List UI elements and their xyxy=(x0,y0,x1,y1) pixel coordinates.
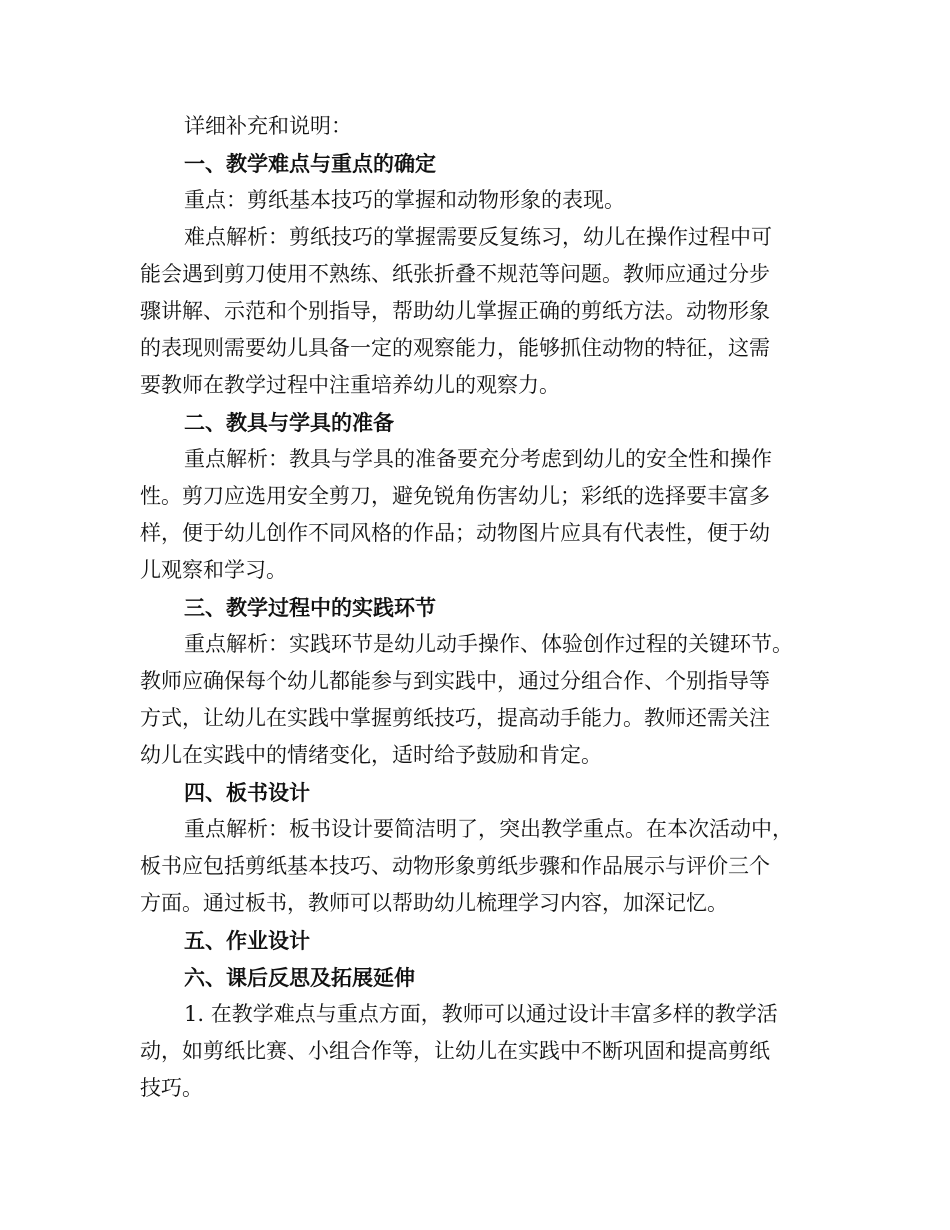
intro-text: 详细补充和说明： xyxy=(184,114,352,138)
section-heading: 六、课后反思及拓展延伸 xyxy=(184,965,415,990)
section-heading: 二、教具与学具的准备 xyxy=(184,410,394,435)
paragraph-line: 重点解析：板书设计要简洁明了，突出教学重点。在本次活动中， xyxy=(184,817,793,841)
paragraph-line: 的表现则需要幼儿具备一定的观察能力，能够抓住动物的特征，这需 xyxy=(140,336,770,360)
paragraph-line: 难点解析：剪纸技巧的掌握需要反复练习，幼儿在操作过程中可 xyxy=(184,225,772,249)
paragraph-line: 动，如剪纸比赛、小组合作等，让幼儿在实践中不断巩固和提高剪纸 xyxy=(140,1039,770,1063)
paragraph-line: 方面。通过板书，教师可以帮助幼儿梳理学习内容，加深记忆。 xyxy=(140,891,728,915)
key-point-text: 重点：剪纸基本技巧的掌握和动物形象的表现。 xyxy=(184,188,625,212)
paragraph-line: 方式，让幼儿在实践中掌握剪纸技巧，提高动手能力。教师还需关注 xyxy=(140,706,770,730)
document-page xyxy=(140,108,810,1107)
paragraph-line: 重点解析：教具与学具的准备要充分考虑到幼儿的安全性和操作 xyxy=(184,447,772,471)
paragraph-line: 要教师在教学过程中注重培养幼儿的观察力。 xyxy=(140,373,560,397)
paragraph-line: 板书应包括剪纸基本技巧、动物形象剪纸步骤和作品展示与评价三个 xyxy=(140,854,770,878)
section-heading: 三、教学过程中的实践环节 xyxy=(184,595,436,620)
paragraph-line: 能会遇到剪刀使用不熟练、纸张折叠不规范等问题。教师应通过分步 xyxy=(140,262,770,286)
paragraph-line: 儿观察和学习。 xyxy=(140,558,287,582)
section-heading: 五、作业设计 xyxy=(184,928,310,953)
paragraph-line: 技巧。 xyxy=(140,1076,203,1100)
paragraph-line: 教师应确保每个幼儿都能参与到实践中，通过分组合作、个别指导等 xyxy=(140,669,770,693)
paragraph-line: 1. 在教学难点与重点方面，教师可以通过设计丰富多样的教学活 xyxy=(184,1002,778,1026)
paragraph-line: 骤讲解、示范和个别指导，帮助幼儿掌握正确的剪纸方法。动物形象 xyxy=(140,299,770,323)
paragraph-line: 重点解析：实践环节是幼儿动手操作、体验创作过程的关键环节。 xyxy=(184,632,793,656)
section-heading: 一、教学难点与重点的确定 xyxy=(184,151,436,176)
section-heading: 四、板书设计 xyxy=(184,780,310,805)
paragraph-line: 幼儿在实践中的情绪变化，适时给予鼓励和肯定。 xyxy=(140,743,602,767)
paragraph-line: 样，便于幼儿创作不同风格的作品；动物图片应具有代表性，便于幼 xyxy=(140,521,770,545)
paragraph-line: 性。剪刀应选用安全剪刀，避免锐角伤害幼儿；彩纸的选择要丰富多 xyxy=(140,484,770,508)
